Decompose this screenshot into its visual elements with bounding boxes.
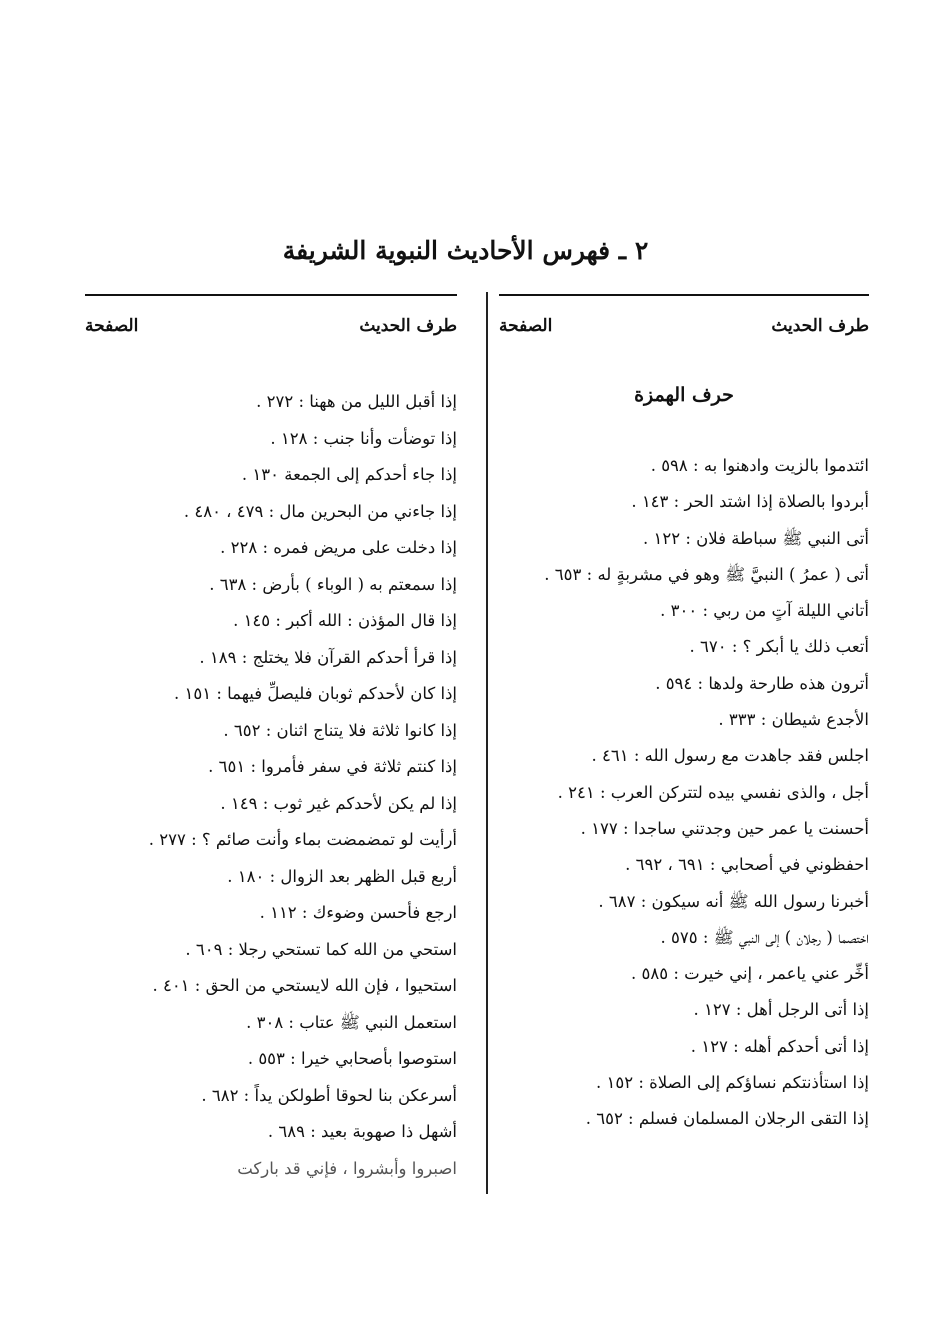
list-item: أرأيت لو تمضمضت بماء وأنت صائم ؟ : ٢٧٧ . <box>148 830 457 849</box>
list-item: أتى النبي ﷺ سباطة فلان : ١٢٢ . <box>643 528 869 548</box>
list-item: إذا قرأ أحدكم القرآن فلا يختلج : ١٨٩ . <box>199 647 457 667</box>
list-item: استوصوا بأصحابي خيرا : ٥٥٣ . <box>247 1049 457 1068</box>
list-item: اختصما ( رجلان ) إلى النبي ﷺ : ٥٧٥ . <box>660 927 869 947</box>
page-header: الصفحة <box>499 316 553 336</box>
list-item: استعمل النبي ﷺ عتاب : ٣٠٨ . <box>246 1012 457 1032</box>
list-item: ارجع فأحسن وضوءك : ١١٢ . <box>259 903 457 922</box>
list-item: إذا سمعتم به ( الوباء ) بأرض : ٦٣٨ . <box>209 574 457 594</box>
list-item: إذا التقى الرجلان المسلمان فسلم : ٦٥٢ . <box>585 1109 869 1129</box>
list-item: إذا كانوا ثلاثة فلا يتناج اثنان : ٦٥٢ . <box>223 720 457 740</box>
hadith-header: طرف الحديث <box>771 316 869 336</box>
hadith-list <box>85 388 457 1182</box>
section-heading: حرف الهمزة <box>634 384 734 406</box>
list-item: إذا جاء أحدكم إلى الجمعة ١٣٠ . <box>241 465 457 484</box>
list-item: إذا أتى أحدكم أهله : ١٢٧ . <box>690 1036 869 1056</box>
list-item: أترون هذه طارحة ولدها : ٥٩٤ . <box>655 673 869 693</box>
list-item: أحسنت يا عمر حين وجدتني ساجدا : ١٧٧ . <box>580 818 869 838</box>
hadith-list <box>499 452 869 1132</box>
page-header: الصفحة <box>85 316 139 336</box>
list-item: أتاني الليلة آتٍ من ربي : ٣٠٠ . <box>660 601 869 621</box>
list-item: أتى ( عمرُ ) النبيَّ ﷺ وهو في مشربةٍ له : ٦٥٣ . <box>544 564 869 584</box>
list-item: إذا كنتم ثلاثة في سفر فأمروا : ٦٥١ . <box>208 757 457 776</box>
list-item: اجلس فقد جاهدت مع رسول الله : ٤٦١ . <box>591 746 869 766</box>
list-item: إذا لم يكن لأحدكم غير ثوب : ١٤٩ . <box>220 793 457 813</box>
column-divider <box>486 292 488 1194</box>
column-header <box>499 296 869 356</box>
list-item: ائتدموا بالزيت وادهنوا به : ٥٩٨ . <box>650 456 869 475</box>
list-item: الأجدع شيطان : ٣٣٣ . <box>718 710 869 730</box>
list-item: إذا دخلت على مريض فمره : ٢٢٨ . <box>220 538 457 557</box>
list-item: إذا استأذنتكم نساؤكم إلى الصلاة : ١٥٢ . <box>596 1073 869 1093</box>
list-item: أسرعكن بنا لحوقا أطولكن يداً : ٦٨٢ . <box>201 1085 457 1105</box>
list-item: إذا أتى الرجل أهل : ١٢٧ . <box>693 1000 869 1020</box>
list-item: اصبروا وأبشروا ، فإني قد باركت <box>237 1158 457 1178</box>
list-item: إذا كان لأحدكم ثوبان فليصلِّ فيهما : ١٥١ . <box>173 684 457 703</box>
list-item: أربع قبل الظهر بعد الزوال : ١٨٠ . <box>227 866 457 886</box>
list-item: أجل ، والذى نفسي بيده لتتركن العرب : ٢٤١ . <box>557 782 869 802</box>
page-title: ٢ ـ فهرس الأحاديث النبوية الشريفة <box>282 236 649 265</box>
list-item: أتعب ذلك يا أبكر ؟ : ٦٧٠ . <box>689 637 869 657</box>
column-header <box>85 296 457 356</box>
list-item: أخبرنا رسول الله ﷺ أنه سيكون : ٦٨٧ . <box>598 891 869 911</box>
left-column <box>85 294 457 1191</box>
list-item: إذا توضأت وأنا جنب : ١٢٨ . <box>270 428 457 448</box>
list-item: احفظوني في أصحابي : ٦٩١ ، ٦٩٢ . <box>625 855 869 875</box>
list-item: أشهل ذا صهوبة بعيد : ٦٨٩ . <box>267 1122 457 1141</box>
list-item: إذا جاءني من البحرين مال : ٤٧٩ ، ٤٨٠ . <box>183 501 457 521</box>
list-item: أبردوا بالصلاة إذا اشتد الحر : ١٤٣ . <box>631 492 869 512</box>
list-item: أخِّر عني ياعمر ، إني خيرت : ٥٨٥ . <box>630 964 869 984</box>
right-column <box>499 294 869 1142</box>
list-item: استحيوا ، فإن الله لايستحي من الحق : ٤٠١ . <box>152 976 457 995</box>
hadith-header: طرف الحديث <box>359 316 457 336</box>
list-item: إذا قال المؤذن : الله أكبر : ١٤٥ . <box>233 611 457 630</box>
list-item: إذا أقبل الليل من ههنا : ٢٧٢ . <box>256 392 457 411</box>
list-item: استحي من الله كما تستحي رجلا : ٦٠٩ . <box>185 939 457 959</box>
